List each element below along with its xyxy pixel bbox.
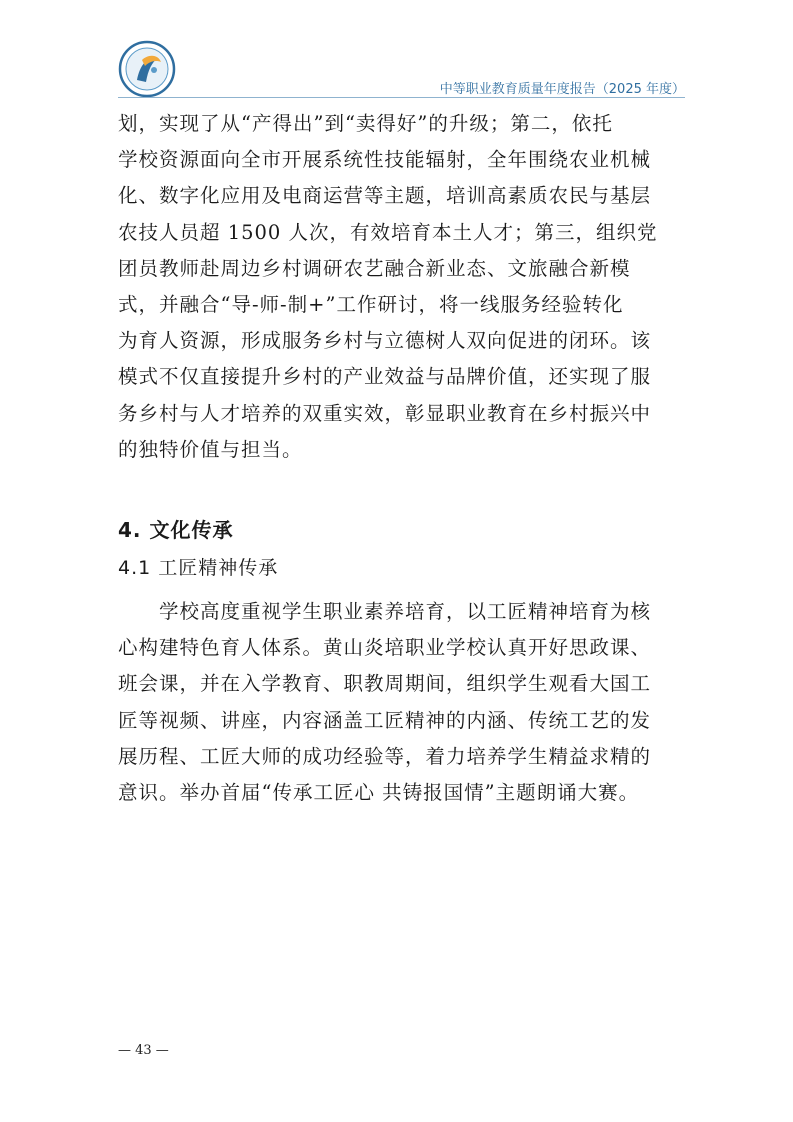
text-line: 学校高度重视学生职业素养培育，以工匠精神培育为核 [118,600,652,623]
header-divider [118,97,685,98]
section-heading: 4. 文化传承 [118,518,234,542]
text-line: 式，并融合“导-师-制+”工作研讨，将一线服务经验转化 [118,293,624,317]
text-line: 展历程、工匠大师的成功经验等，着力培养学生精益求精的 [118,744,652,768]
school-emblem-icon [118,40,176,98]
text-line: 农技人员超 1500 人次，有效培育本土人才；第三，组织党 [118,220,658,244]
text-line: 务乡村与人才培养的双重实效，彰显职业教育在乡村振兴中 [118,401,652,425]
text-line: 模式不仅直接提升乡村的产业效益与品牌价值，还实现了服 [118,365,652,389]
text-line: 学校资源面向全市开展系统性技能辐射，全年围绕农业机械 [118,148,652,172]
text-line: 化、数字化应用及电商运营等主题，培训高素质农民与基层 [118,184,652,208]
text-line: 团员教师赴周边乡村调研农艺融合新业态、文旅融合新模 [118,256,631,280]
text-line: 意识。举办首届“传承工匠心 共铸报国情”主题朗诵大赛。 [118,781,640,805]
text-line: 为育人资源，形成服务乡村与立德树人双向促进的闭环。该 [118,329,652,353]
text-line: 的独特价值与担当。 [118,437,303,461]
report-header-title: 中等职业教育质量年度报告（2025 年度） [439,82,685,97]
text-line: 匠等视频、讲座，内容涵盖工匠精神的内涵、传统工艺的发 [118,708,652,732]
paragraph-craftsman-spirit [118,594,678,811]
paragraph-rural-service [118,106,678,468]
text-line: 心构建特色育人体系。黄山炎培职业学校认真开好思政课、 [118,636,652,660]
page-number: — 43 — [118,1043,169,1058]
subsection-heading: 4.1 工匠精神传承 [118,557,279,579]
text-line: 划，实现了从“产得出”到“卖得好”的升级；第二，依托 [118,112,613,135]
text-line: 班会课，并在入学教育、职教周期间，组织学生观看大国工 [118,672,652,696]
